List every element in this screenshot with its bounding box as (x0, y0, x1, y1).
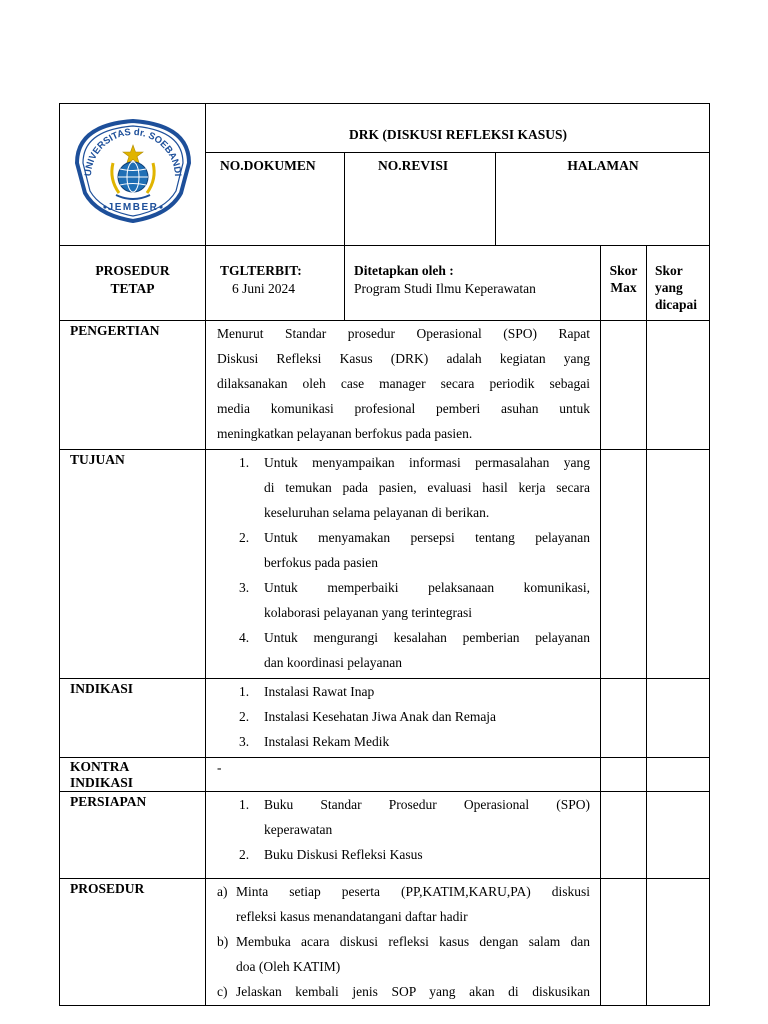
tanggal-terbit-label: TGLTERBIT: (220, 263, 302, 278)
persiapan-item-number: 1. (239, 797, 250, 812)
skor-dicapai-line3: dicapai (655, 297, 698, 312)
prosedur-skor-max (601, 879, 647, 1007)
persiapan-item-line: keperawatan (264, 822, 333, 837)
skor-max-line2: Max (610, 280, 637, 295)
persiapan-item-number: 2. (239, 847, 250, 862)
indikasi-skor-dicapai (647, 679, 711, 758)
no-revisi-header: NO.REVISI (345, 153, 496, 246)
persiapan-item (217, 842, 590, 867)
tujuan-item-line: kolaborasi pelayanan yang terintegrasi (264, 605, 473, 620)
prosedur-item-line: refleksi kasus menandatangani daftar hadir (236, 909, 468, 924)
pengertian-line: Diskusi Refleksi Kasus (DRK) adalah kegiatan yang (217, 351, 590, 366)
tujuan-item-line: berfokus pada pasien (264, 555, 378, 570)
prosedur-item-line: doa (Oleh KATIM) (236, 959, 341, 974)
tujuan-item-number: 1. (239, 455, 250, 470)
indikasi-item-text: Instalasi Rekam Medik (264, 734, 390, 749)
pengertian-line: media komunikasi profesional pemberi asuhan untuk (217, 401, 590, 416)
pengertian-skor-dicapai (647, 321, 711, 450)
prosedur-item (217, 879, 590, 929)
tujuan-label: TUJUAN (60, 450, 206, 679)
kontra-indikasi-line2: INDIKASI (70, 775, 134, 790)
prosedur-item-line: Jelaskan kembali jenis SOP yang akan di diskusikan (236, 984, 590, 999)
indikasi-item-number: 2. (239, 709, 250, 724)
persiapan-label: PERSIAPAN (60, 792, 206, 879)
prosedur-skor-dicapai (647, 879, 711, 1007)
persiapan-skor-max (601, 792, 647, 879)
persiapan-list (217, 792, 590, 867)
spo-table (59, 103, 710, 1006)
indikasi-skor-max (601, 679, 647, 758)
prosedur-item (217, 929, 590, 979)
skor-max-line1: Skor (609, 263, 638, 278)
tujuan-skor-dicapai (647, 450, 711, 679)
prosedur-tetap-line2: TETAP (110, 281, 155, 296)
prosedur-content (206, 879, 601, 1007)
indikasi-content (206, 679, 601, 758)
tujuan-item-line: Untuk mengurangi kesalahan pemberian pelayanan (264, 630, 590, 645)
tujuan-item-line: Untuk memperbaiki pelaksanaan komunikasi, (264, 580, 590, 595)
document-title: DRK (DISKUSI REFLEKSI KASUS) (206, 104, 711, 153)
indikasi-item (217, 679, 590, 704)
indikasi-item (217, 704, 590, 729)
tujuan-skor-max (601, 450, 647, 679)
prosedur-item-line: Membuka acara diskusi refleksi kasus dengan salam dan (236, 934, 590, 949)
tujuan-item-line: di temukan pada pasien, evaluasi hasil kerja secara (264, 480, 590, 495)
prosedur-label: PROSEDUR (60, 879, 206, 1007)
skor-dicapai-line2: yang (655, 280, 683, 295)
logo-arc-text: UNIVERSITAS dr. SOEBANDI (82, 126, 183, 177)
tanggal-terbit-value: 6 Juni 2024 (232, 281, 296, 296)
skor-dicapai-line1: Skor (655, 263, 683, 278)
tujuan-list (217, 450, 590, 675)
indikasi-item-number: 3. (239, 734, 250, 749)
pengertian-content (206, 321, 601, 450)
prosedur-item-letter: a) (217, 884, 228, 899)
ditetapkan-cell (345, 246, 601, 321)
university-logo (69, 115, 197, 227)
skor-max-header (601, 246, 647, 321)
no-dokumen-header: NO.DOKUMEN (206, 153, 345, 246)
indikasi-item (217, 729, 590, 754)
kontra-skor-dicapai (647, 758, 711, 792)
pengertian-skor-max (601, 321, 647, 450)
tujuan-item (217, 575, 590, 625)
persiapan-item-line: Buku Diskusi Refleksi Kasus (264, 847, 423, 862)
prosedur-item-letter: b) (217, 934, 229, 949)
persiapan-content (206, 792, 601, 879)
kontra-skor-max (601, 758, 647, 792)
indikasi-label: INDIKASI (60, 679, 206, 758)
tujuan-item-line: dan koordinasi pelayanan (264, 655, 402, 670)
indikasi-item-text: Instalasi Kesehatan Jiwa Anak dan Remaja (264, 709, 497, 724)
logo-cell (60, 104, 206, 246)
halaman-header: HALAMAN (496, 153, 711, 246)
ditetapkan-value: Program Studi Ilmu Keperawatan (354, 281, 536, 296)
tanggal-terbit-cell (206, 246, 345, 321)
kontra-indikasi-line1: KONTRA (70, 759, 130, 774)
tujuan-item (217, 450, 590, 525)
persiapan-skor-dicapai (647, 792, 711, 879)
kontra-indikasi-value: - (206, 758, 601, 792)
tujuan-item (217, 525, 590, 575)
kontra-indikasi-label (60, 758, 206, 792)
tujuan-item (217, 625, 590, 675)
tujuan-item-line: Untuk menyampaikan informasi permasalahan yang (264, 455, 590, 470)
tujuan-item-number: 2. (239, 530, 250, 545)
tujuan-item-line: keseluruhan selama pelayanan di berikan. (264, 505, 490, 520)
pengertian-line: Menurut Standar prosedur Operasional (SPO) Rapat (217, 326, 590, 341)
pengertian-line: dilaksanakan oleh case manager secara periodik sebagai (217, 376, 590, 391)
prosedur-item-letter: c) (217, 984, 228, 999)
persiapan-item-line: Buku Standar Prosedur Operasional (SPO) (264, 797, 590, 812)
prosedur-tetap-line1: PROSEDUR (95, 263, 170, 278)
spo-document (59, 103, 710, 1006)
indikasi-item-number: 1. (239, 684, 250, 699)
persiapan-item (217, 792, 590, 842)
indikasi-item-text: Instalasi Rawat Inap (264, 684, 375, 699)
tujuan-item-number: 3. (239, 580, 250, 595)
tujuan-item-line: Untuk menyamakan persepsi tentang pelayanan (264, 530, 590, 545)
prosedur-list (217, 879, 590, 1004)
prosedur-item-line: Minta setiap peserta (PP,KATIM,KARU,PA) diskusi (236, 884, 590, 899)
tujuan-item-number: 4. (239, 630, 250, 645)
indikasi-list (217, 679, 590, 754)
logo-bottom-text: JEMBER (107, 201, 158, 213)
ditetapkan-label: Ditetapkan oleh : (354, 263, 454, 278)
prosedur-tetap-label (60, 246, 206, 321)
pengertian-label: PENGERTIAN (60, 321, 206, 450)
tujuan-content (206, 450, 601, 679)
prosedur-item (217, 979, 590, 1004)
skor-dicapai-header (647, 246, 711, 321)
pengertian-line: meningkatkan pelayanan berfokus pada pasien. (217, 426, 473, 441)
